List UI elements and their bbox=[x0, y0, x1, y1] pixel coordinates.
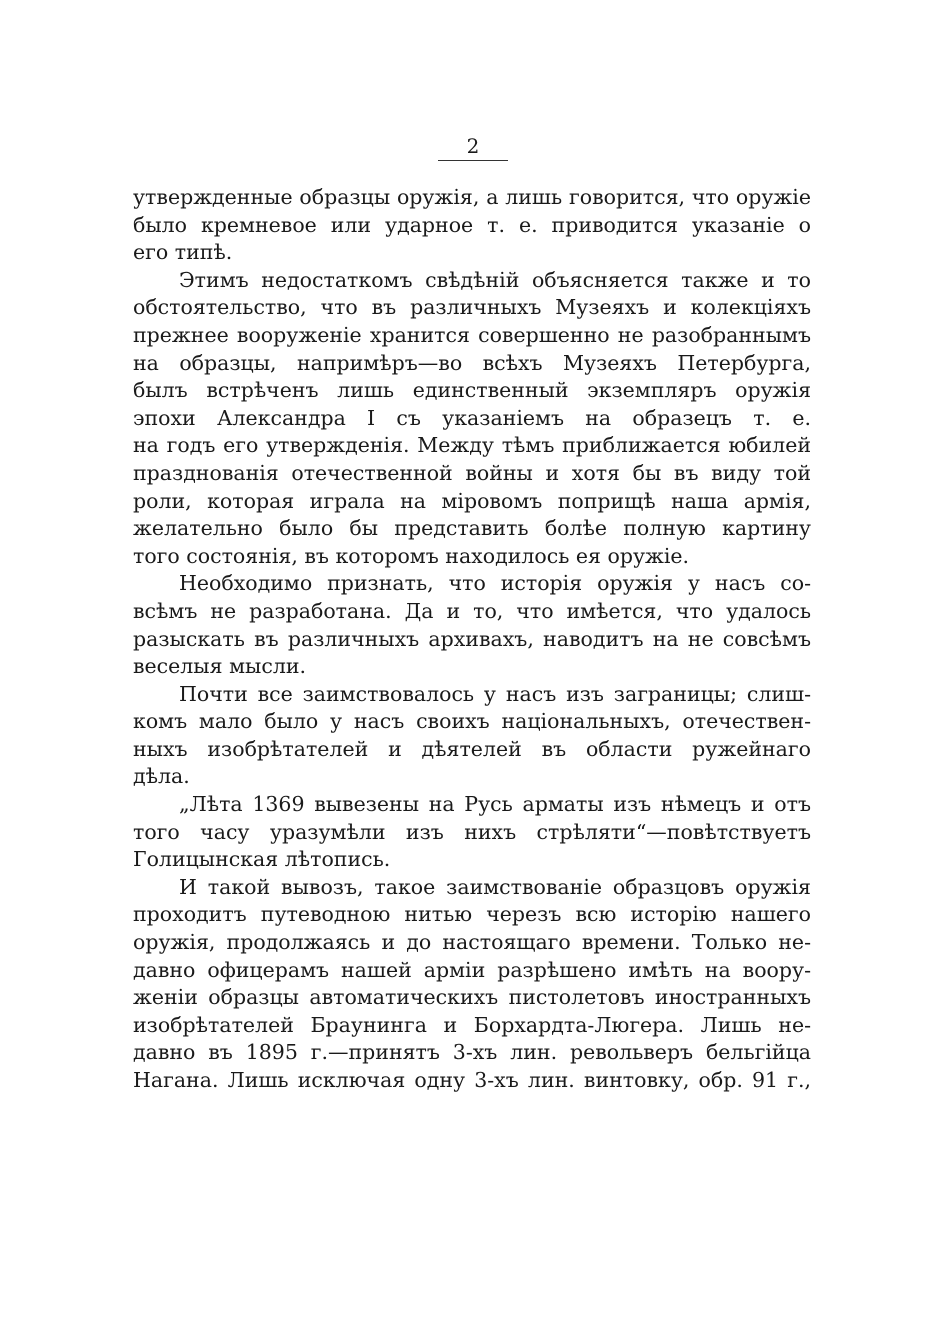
text-line: празднованія отечественной войны и хотя бы въ виду той bbox=[133, 460, 811, 485]
text-line: оружія, продолжаясь и до настоящаго времени. Только не- bbox=[133, 930, 811, 955]
text-line: Необходимо признать, что исторія оружія у насъ со- bbox=[179, 571, 811, 596]
text-line: дѣла. bbox=[133, 764, 190, 789]
text-line: И такой вывозъ, такое заимствованіе образцовъ оружія bbox=[179, 874, 811, 899]
text-line: былъ встрѣченъ лишь единственный экземпляръ оружія bbox=[133, 378, 811, 403]
text-line: комъ мало было у насъ своихъ національныхъ, отечествен- bbox=[133, 709, 811, 734]
text-line: желательно было бы представить болѣе полную картину bbox=[133, 516, 811, 541]
text-line: утвержденные образцы оружія, а лишь говорится, что оружіе bbox=[133, 185, 811, 209]
text-line: было кремневое или ударное т. е. приводится указаніе о bbox=[133, 212, 811, 237]
paragraph bbox=[133, 681, 811, 791]
text-line: проходитъ путеводною нитью черезъ всю исторію нашего bbox=[133, 902, 811, 927]
text-line: на образцы, напримѣръ—во всѣхъ Музеяхъ Петербурга, bbox=[133, 350, 811, 375]
text-line: изобрѣтателей Браунинга и Борхардта-Люгера. Лишь не- bbox=[133, 1012, 811, 1037]
text-line: прежнее вооруженіе хранится совершенно не разобраннымъ bbox=[133, 322, 811, 347]
text-line: роли, которая играла на міровомъ поприщѣ наша армія, bbox=[133, 488, 811, 513]
text-line: Почти все заимствовалось у насъ изъ заграницы; слиш- bbox=[179, 681, 811, 706]
text-line: на годъ его утвержденія. Между тѣмъ приближается юбилей bbox=[133, 433, 811, 458]
text-line: разыскать въ различныхъ архивахъ, наводитъ на не совсѣмъ bbox=[133, 626, 811, 651]
text-line: „Лѣта 1369 вывезены на Русь арматы изъ нѣмецъ и отъ bbox=[179, 792, 811, 817]
text-line: давно офицерамъ нашей арміи разрѣшено имѣть на воору- bbox=[133, 957, 811, 982]
page-number: 2 bbox=[466, 134, 480, 158]
text-line: того часу уразумѣли изъ нихъ стрѣляти“—повѣтствуетъ bbox=[133, 819, 811, 844]
text-line: его типѣ. bbox=[133, 240, 233, 265]
text-line: давно въ 1895 г.—принятъ 3-хъ лин. револьверъ бельгійца bbox=[133, 1040, 811, 1065]
text-line: эпохи Александра I съ указаніемъ на образецъ т. е. bbox=[133, 405, 811, 430]
paragraph bbox=[133, 267, 811, 571]
text-line: Нагана. Лишь исключая одну 3-хъ лин. винтовку, обр. 91 г., bbox=[133, 1068, 811, 1092]
paragraph bbox=[133, 874, 811, 1095]
text-line: ныхъ изобрѣтателей и дѣятелей въ области ружейнаго bbox=[133, 736, 811, 761]
text-line: веселыя мысли. bbox=[133, 654, 307, 679]
paragraph bbox=[133, 791, 811, 874]
text-line: обстоятельство, что въ различныхъ Музеяхъ и колекціяхъ bbox=[133, 295, 811, 320]
body-text bbox=[133, 184, 811, 1095]
paragraph bbox=[133, 570, 811, 680]
text-line: всѣмъ не разработана. Да и то, что имѣется, что удалось bbox=[133, 598, 811, 623]
text-line: Этимъ недостаткомъ свѣдѣній объясняется также и то bbox=[179, 267, 811, 292]
page-number-rule bbox=[438, 160, 508, 161]
text-line: Голицынская лѣтопись. bbox=[133, 847, 391, 872]
paragraph bbox=[133, 184, 811, 267]
text-line: женіи образцы автоматическихъ пистолетовъ иностранныхъ bbox=[133, 985, 811, 1010]
text-line: того состоянія, въ которомъ находилось ея оружіе. bbox=[133, 543, 690, 568]
